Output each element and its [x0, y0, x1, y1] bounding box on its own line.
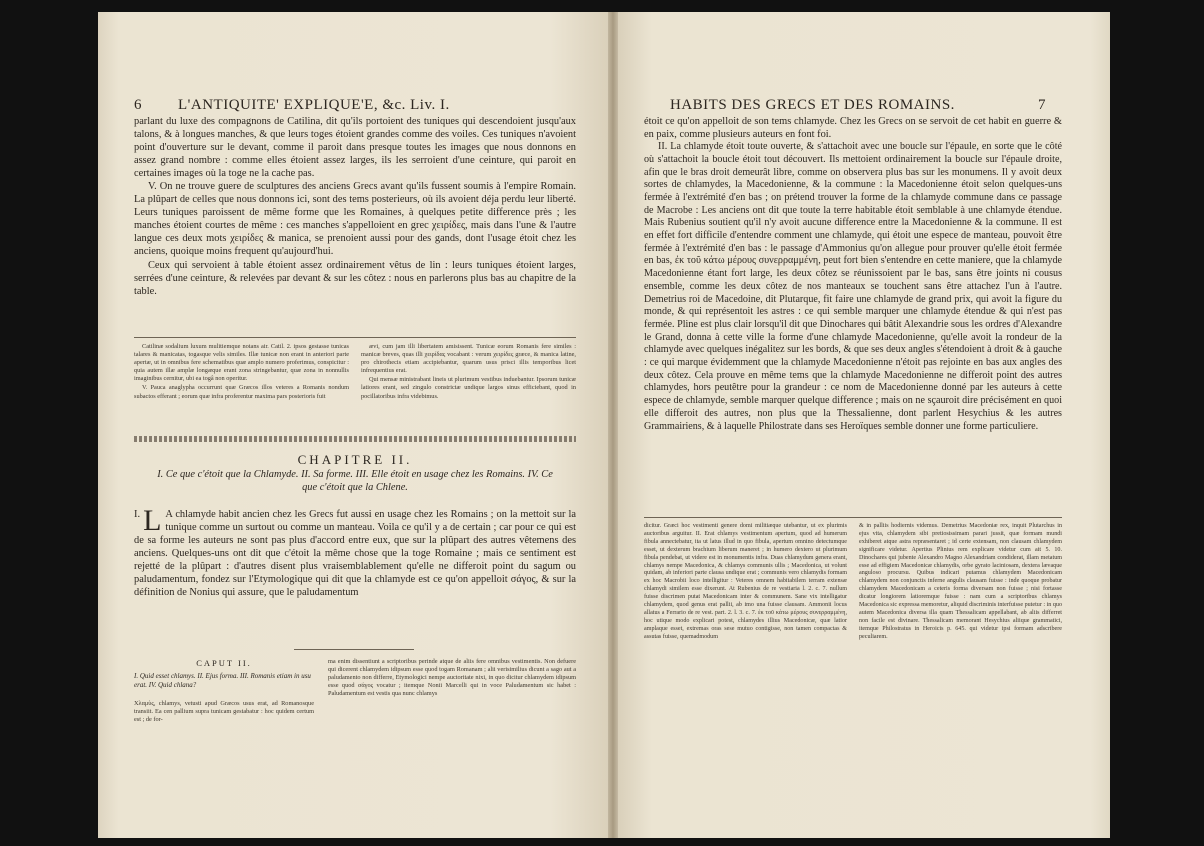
right-notes-column: & in palliis hodiernis videmus. Demetrius Macedoniæ rex, inquit Plutarchus in ejus vita, chlamydem sibi pretiosissimam parari jussit, quæ formam mundi exhiberet atque astra repræsentaret ; id certe extensam, non clausam chlamydem significare videtur. Apertius Plinius rem explicare videtur cum ait 5. 10. Dinochares qui jubente Alexandro Magno Alexandriam condiderat, illam metatum esse ad effigiem Macedonicæ chlamydis, orbe gyrato laciniosam, dextera lævaque anguloso procursu. Quibus indicari putamus chlamydem Macedonicam chlamydem non conjunctis inferne angulis clausam fuisse : inde quoque probatur chlamydem Macedonicam a ceteris forma diversam non fuisse ; nisi fortasse dicatur longiorem latioremque fuisse : nam cum a scriptoribus chlamys Macedonica sic expressa memoretur, aliquid discriminis interfuisse putetur : in quo autem Macedonica diversa illa quam Thessalicam appellabant, ab aliis differret non facile est divinare. Thessalicam memorant Hesychius aliique grammatici, itemque Philostratus in Heroicis p. 645. qui videtur ipsi formam adscribere peculiarem.: [859, 523, 1062, 640]
right-notes-rule: [644, 517, 1062, 518]
right-main-text: [644, 115, 1062, 433]
caput-text-col1: Χλαμὺς, chlamys, vetusti apud Græcos usus erat, ad Romanosque transiit. Ea cen pallium supra tunicam gestabatur : hoc quidem certum est ; de for-: [134, 700, 314, 724]
note-paragraph: V. Pauca anaglypha occurrunt quæ Græcos illos veteres a Romanis nondum subactos efferant ; eorum quæ infra proferentur maxima pars posterioris fuit: [134, 384, 349, 400]
left-paragraph: V. On ne trouve guere de sculptures des anciens Grecs avant qu'ils fussent soumis à l'empire Romain. La plûpart de celles que nous donnons ici, sont des tems posterieurs, où ils avoient déja perdu leur liberté. Leurs tuniques paroissent de même forme que les Romaines, à quelques petite difference près ; les manches étoient courtes de même : ces manches s'appelloient en grec χειρίδες, mais dans l'une & l'autre langue ces deux mots χειρίδες & manica, se prenoient aussi pour des gands, dont l'usage étoit chez les anciens, quoique moins frequent qu'aujourd'hui.: [134, 181, 576, 258]
note-paragraph: Catilinæ sodalium luxum mulitiemque notans air. Catil. 2. ipsos gestasse tunicas talares & manicatas, togasque velis similes. Illæ tunicæ non erant in anteriori parte apertæ, ut in omnibus fere schematibus quæ amplo numero proferimus, conspicitur : quia autem illæ amplæ longæque erant zona stringebantur, quæ zona in nonnullis imaginibus cernitur, ubi ea togâ non operitur.: [134, 343, 349, 383]
chapter-title: CHAPITRE II.: [297, 452, 413, 467]
ornamental-band: [134, 436, 576, 442]
chapter-body: [134, 504, 576, 599]
note-paragraph: Qui mensæ ministrabant lineis ut plurimum vestibus induebantur. Ipsorum tunicæ latiores erant, sed zingulo constrictæ undique largos sinus efficiebant, quod in pocillatoribus infra videbimus.: [361, 376, 576, 400]
right-running-head: HABITS DES GRECS ET DES ROMAINS.: [670, 97, 955, 113]
caput-title: CAPUT II.: [196, 658, 252, 668]
left-running-head: L'ANTIQUITE' EXPLIQUE'E, &c. Liv. I.: [178, 97, 450, 113]
book-gutter: [608, 12, 618, 838]
book-spread: [98, 12, 1110, 838]
chapter-summary: I. Ce que c'étoit que la Chlamyde. II. Sa forme. III. Elle étoit en usage chez les Romains. IV. Ce que c'étoit que la Chlene.: [157, 469, 553, 493]
right-paragraph: étoit ce qu'on appelloit de son tems chlamyde. Chez les Grecs on se servoit de cet habit en guerre & en paix, comme plusieurs auteurs en font foi.: [644, 116, 1062, 141]
paragraph-number: I.: [134, 509, 141, 520]
drop-cap: L: [143, 504, 162, 537]
caput-summary: I. Quid esset chlamys. II. Ejus forma. III. Romanis etiam in usu erat. IV. Quid chlana?: [134, 672, 311, 689]
note-paragraph: ævi, cum jam illi libertatem amisissent. Tunicæ eorum Romanis fere similes : manicæ breves, quas illi χειρίδας vocabant : verum χειρίδες græce, & manica latine, pro chirothecis etiam accipiebantur, quarum usus prisci illis temporibus licet infrequentius erat.: [361, 343, 576, 375]
right-page: [612, 12, 1110, 838]
right-latin-notes: [644, 523, 1062, 642]
left-page: [98, 12, 612, 838]
right-paragraph: II. La chlamyde étoit toute ouverte, & s'attachoit avec une boucle sur l'épaule, en sorte que le côté où s'attachoit la boucle étoit tout découvert. Ils mettoient ordinairement la boucle sur l'épaule droite, afin que le bras droit demeurât libre, comme on observera plus bas sur les monumens. Il y avoit deux sortes de chlamydes, la Macedonienne, & la commune : la Macedonienne étoit selon quelques-uns fermée à l'extrémité d'en bas ; on prétend trouver la forme de la chlamyde commune dans ce passage de Macrobe : Les anciens ont dit que toute la terre habitable étoit semblable à une chlamyde étendue. Mais Rubenius soutient qu'il n'y avoit aucune difference entre la Macedonienne & la commune. Il est en effet fort difficile d'entendre comment une chlamyde, qui étoit une espece de manteau, pouvoit être fermée à l'extrémité d'en bas : le passage d'Ammonius qu'on allegue pour prouver qu'elle étoit fermée en bas, ἐκ τοῦ κάτω μέρους συνερραμμένη, peut fort bien s'entendre en cette maniere, que la chlamyde Macedonienne étant fort large, les deux côtez se réunissoient par le bas, sans être joints ni cousus ensemble, comme les deux côtez de nos manteaux se touchent sans être attachez l'un à l'autre. Demetrius roi de Macedoine, dit Plutarque, fit faire une chlamyde de grand prix, qui avoit la figure du monde, & qui représentoit les astres : ce qui semble marquer une chlamyde étendue & qui n'est pas fermée. Pline est plus clair lorsqu'il dit que Dinochares qui bâtit Alexandrie sous les ordres d'Alexandre le Grand, donna à cette ville la forme d'une chlamyde Macedonienne, qu'elle avoit la rondeur de la chlamyde avec quelques inégalitez sur les bords, & que ses deux angles s'étendoient à droit & à gauche : ce qui marque évidemment que la chlamyde Macedonienne n'étoit pas rejointe en bas aux angles des deux côtez. Cela prouve en même tems que la chlamyde Macedonienne ne differoit point des autres chlamydes, hors peutêtre pour la grandeur : ce nom de Macedonienne donné par les auteurs à cette espece de chlamyde, semble marquer quelque difference ; mais on ne sçauroit dire précisément en quoi elle differoit des autres, non plus que la Thessalienne, dont parlent Hesychius & les autres Grammairiens, & à laquelle Philostrate dans ses Heroïques semble donner une forme particuliere.: [644, 141, 1062, 432]
left-page-number: 6: [134, 97, 142, 113]
right-page-number: 7: [1038, 97, 1046, 113]
left-paragraph: parlant du luxe des compagnons de Catilina, dit qu'ils portoient des tuniques qui descendoient jusqu'aux talons, & à longues manches, & que leurs toges étoient grandes comme des voiles. Ces tuniques n'avoient point d'ouverture sur le devant, comme il paroit dans presque toutes les images que nous donnons en assez grand nombre : comme elles étoient assez larges, ils les serroient d'une ceinture, qui paroit en certaines images où la toge ne la cache pas.: [134, 116, 576, 180]
caput-text-col2: ma enim dissentiunt a scriptoribus perinde atque de aliis fere omnibus vestimentis. Non defuere qui dicerent chlamydem idipsum esse quod togam Romanam ; alii verisimilius dicunt a sago aut a paludamento non differre, Etymologici nempe auctoritate nixi, in quo dicitur chlamydem idipsum esse quod σάγος vocatur ; itemque Nonii Marcelli qui in voce Paludamentum sic habet : Paludamentum est vestis qua nunc chlamys: [328, 658, 576, 698]
left-notes-column: [134, 343, 349, 402]
left-notes-rule: [134, 337, 576, 338]
left-notes-column: [361, 343, 576, 402]
left-paragraph: Ceux qui servoient à table étoient assez ordinairement vêtus de lin : leurs tuniques étoient larges, serrées d'une ceinture, & relevées par devant & sur les côtez : nous en parlerons plus bas au chapitre de la table.: [134, 259, 576, 297]
right-notes-column: dicitur. Græci hoc vestimenti genere domi militiæque utebantur, ut ex plurimis auctoribus arguitur. II. Erat chlamys vestimentum apertum, quod ad humerum fibula annectebatur, ita ut latus illud in quo fibula, apertum omnino detectumque esset, ut dexterum brachium liberum maneret ; in humero dextero ut plurimum fibula pendebat, ut videre est in monumentis infra. Duas chlamydum genera erant, chlamys nempe Macedonica, & chlamys communis ullis ; Macedonica, ut volunt quidam, ab inferiori parte clausa undique erat ; communis vero chlamydis formam ex hoc Macrobii loco intelligitur : Veteres omnem habitabilem terram extensæ chlamydi similem esse dixerunt. At Rubenius de re vestiaria l. 2. c. 7. nullum fuisse discrimen putat Macedonicam inter & communem. Sane vix intelligatur chlamydem, quod genus erat pallii, ab imo una fuisse clausam. Ammonii locus allatus a Ferrario de re vest. part. 2. l. 3. c. 7. ἐκ τοῦ κάτω μέρους συνερραμμένη, hoc utique modo explicari potest, chlamydes illius Macedonicæ, quæ latior amplaque esset, extremas oras sese mutuo contigisse, non tamen compactas & assutas fuisse, quemadmodum: [644, 523, 847, 640]
chapter-body-text: A chlamyde habit ancien chez les Grecs fut aussi en usage chez les Romains ; on la mettoit sur la tunique comme un surtout ou comme un manteau. Voila ce qu'il y a de certain ; car pour ce qui est de sa forme les auteurs ne sont pas plus d'accord entre eux, que sur la plûpart des autres vêtemens des anciens. Quelques-uns ont dit que c'étoit la même chose que la toge Romaine ; mais ce sentiment est rejetté de la plûpart : d'autres disent plus vraisemblablement qu'elle ne differoit point du sagum ou paludamentum, fondez sur l'Etymologique qui dit que la chlamyde est ce qu'on appelloit σάγος, & sur la définition de Nonius qui assure, que le paludamentum: [134, 509, 576, 599]
left-latin-notes: [134, 343, 576, 402]
left-main-text: [134, 115, 576, 298]
caput-rule: [294, 649, 414, 650]
